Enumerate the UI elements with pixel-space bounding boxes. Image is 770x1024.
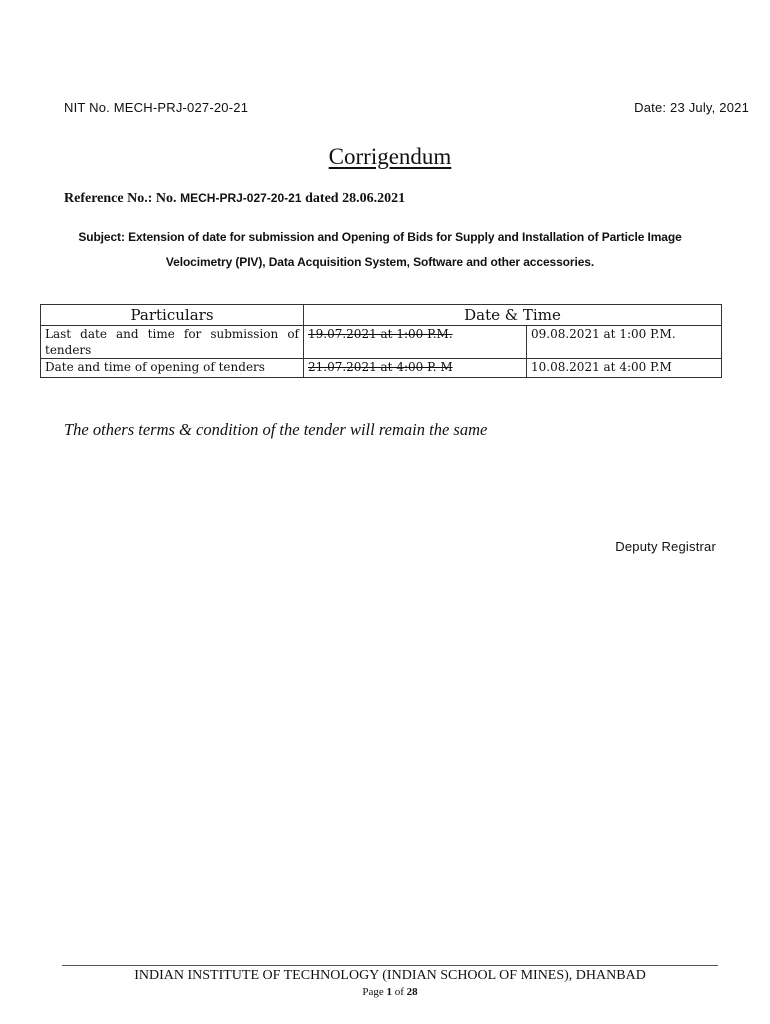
signatory: Deputy Registrar [615, 539, 716, 554]
subject [50, 225, 710, 275]
schedule-table [40, 304, 722, 378]
document-date: Date: 23 July, 2021 [634, 100, 749, 115]
page-current: 1 [386, 986, 392, 998]
footer-institute: INDIAN INSTITUTE OF TECHNOLOGY (INDIAN SCHOOL OF MINES), DHANBAD [134, 968, 646, 983]
row-new-date: 10.08.2021 at 4:00 P.M [527, 359, 722, 378]
table-row [41, 359, 722, 378]
row-new-date: 09.08.2021 at 1:00 P.M. [527, 326, 722, 359]
page-number [0, 986, 770, 998]
table-row [41, 326, 722, 359]
header-particulars: Particulars [41, 305, 304, 326]
terms-note: The others terms & condition of the tender will remain the same [64, 420, 488, 439]
row-old-date: 21.07.2021 at 4:00 P. M [304, 359, 527, 378]
row-old-date: 19.07.2021 at 1:00 P.M. [304, 326, 527, 359]
header-date-time: Date & Time [304, 305, 722, 326]
reference-dated: dated 28.06.2021 [305, 191, 406, 206]
subject-line-1: Subject: Extension of date for submission and Opening of Bids for Supply and Installation of Particle Image [78, 230, 682, 244]
row-particular: Last date and time for submission of tenders [41, 326, 304, 359]
reference-label: Reference No.: No. [64, 191, 177, 206]
reference-number: MECH-PRJ-027-20-21 [180, 191, 302, 205]
row-particular: Date and time of opening of tenders [41, 359, 304, 378]
table-header-row [41, 305, 722, 326]
page-label: Page [362, 986, 384, 998]
page-of: of [394, 986, 404, 998]
footer-divider [62, 965, 718, 966]
nit-number: NIT No. MECH-PRJ-027-20-21 [64, 100, 249, 115]
page-title: Corrigendum [328, 144, 452, 169]
reference-line [64, 190, 405, 207]
page-total: 28 [406, 986, 418, 998]
subject-line-2: Velocimetry (PIV), Data Acquisition System, Software and other accessories. [165, 255, 595, 269]
